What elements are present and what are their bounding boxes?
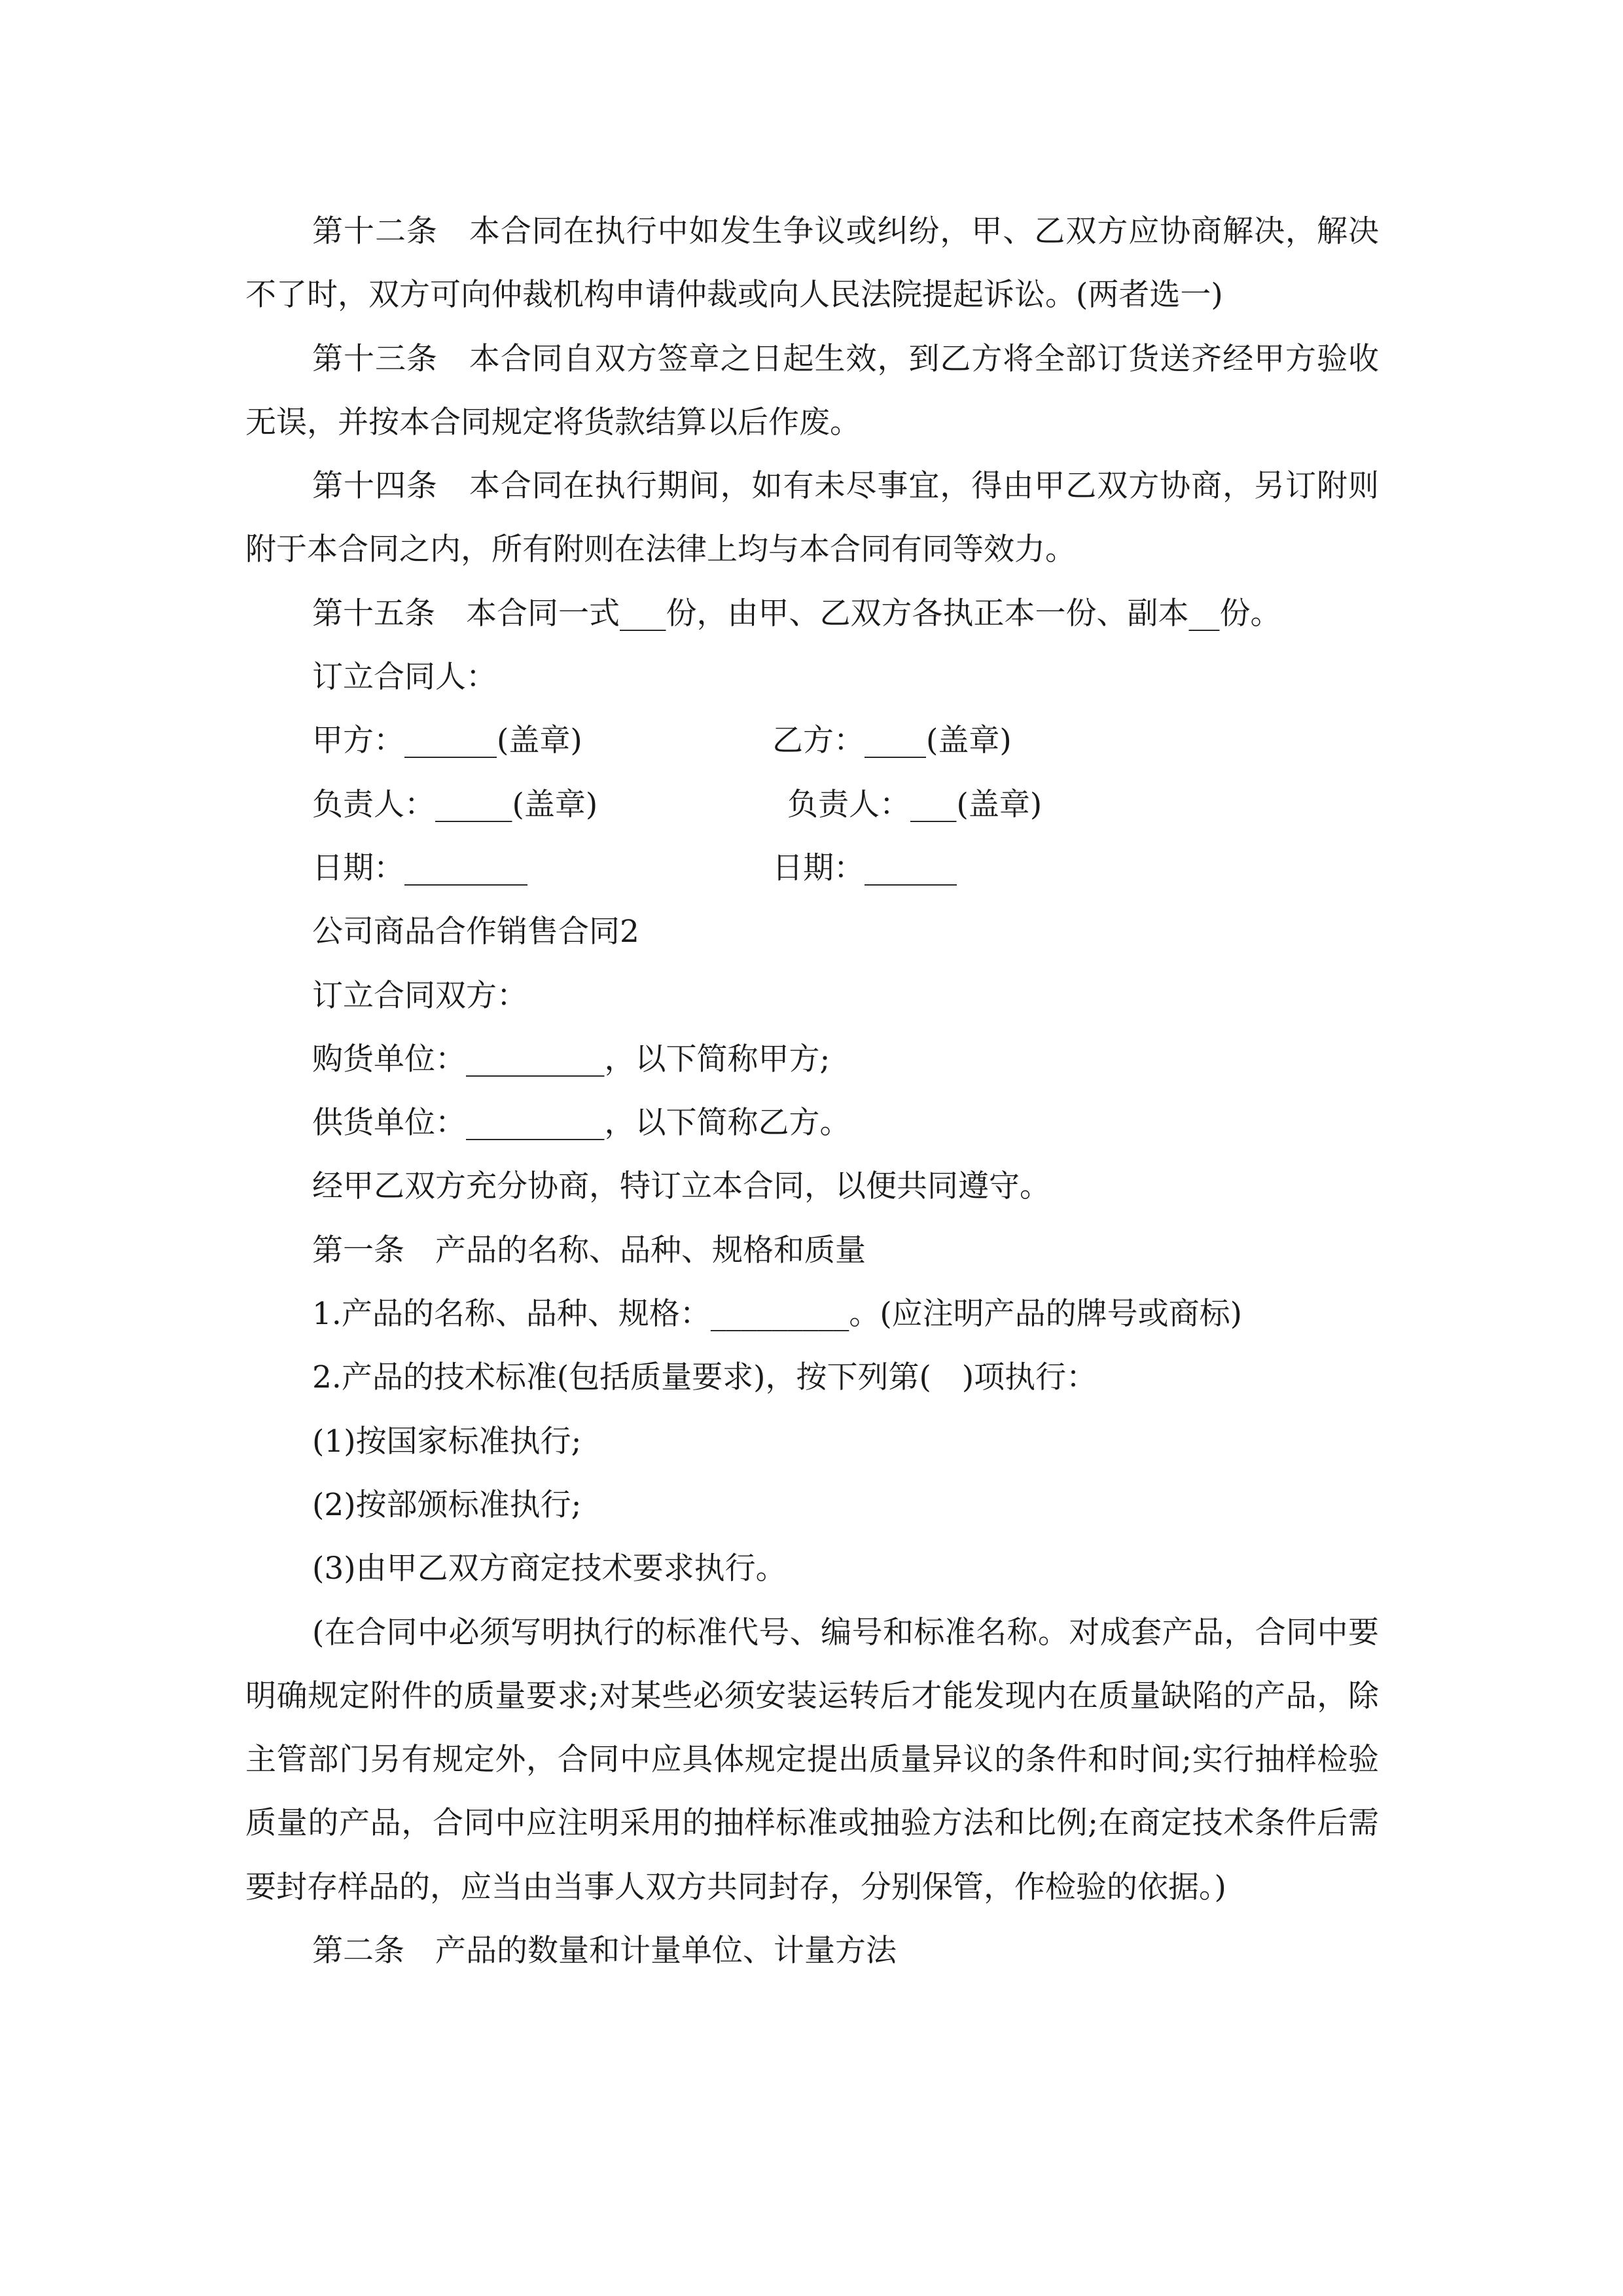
option-3: (3)由甲乙双方商定技术要求执行。 xyxy=(312,1551,787,1587)
signature-row-date xyxy=(245,836,1379,900)
party-a-seal: 甲方：______(盖章) xyxy=(312,723,582,759)
date-a: 日期：________ xyxy=(312,850,527,886)
contracting-parties: 订立合同双方： xyxy=(312,977,527,1014)
signature-row-party xyxy=(245,709,1379,772)
article-2-heading: 第二条 产品的数量和计量单位、计量方法 xyxy=(312,1933,897,1969)
supplier-unit: 供货单位：_________，以下简称乙方。 xyxy=(312,1105,851,1141)
item-1: 1.产品的名称、品种、规格：_________。(应注明产品的牌号或商标) xyxy=(312,1296,1243,1333)
party-b-seal: 乙方：____(盖章) xyxy=(772,723,1012,759)
option-2: (2)按部颁标准执行; xyxy=(312,1486,582,1523)
article-15: 第十五条 本合同一式___份，由甲、乙双方各执正本一份、副本__份。 xyxy=(312,595,1281,632)
article-1-heading: 第一条 产品的名称、品种、规格和质量 xyxy=(312,1232,866,1268)
signature-row-person xyxy=(245,773,1379,836)
signatories-heading: 订立合同人： xyxy=(312,659,497,696)
date-b: 日期：______ xyxy=(772,850,957,886)
quality-note: (在合同中必须写明执行的标准代号、编号和标准名称。对成套产品，合同中要明确规定附件的质量要求;对某些必须安装运转后才能发现内在质量缺陷的产品，除主管部门另有规定外，合同中应具体规定提出质量异议的条件和时间;实行抽样检验质量的产品，合同中应注明采用的抽样标准或抽验方法和比例;在商定技术条件后需要封存样品的，应当由当事人双方共同封存，分别保管，作检验的依据。) xyxy=(245,1614,1379,1905)
person-b-seal: 负责人：___(盖章) xyxy=(787,786,1043,823)
option-1: (1)按国家标准执行; xyxy=(312,1423,582,1460)
article-14: 第十四条 本合同在执行期间，如有未尽事宜，得由甲乙双方协商，另订附则附于本合同之内，所有附则在法律上均与本合同有同等效力。 xyxy=(245,468,1379,568)
agreement-statement: 经甲乙双方充分协商，特订立本合同，以便共同遵守。 xyxy=(312,1168,1050,1205)
article-13: 第十三条 本合同自双方签章之日起生效，到乙方将全部订货送齐经甲方验收无误，并按本合同规定将货款结算以后作废。 xyxy=(245,340,1379,440)
item-2: 2.产品的技术标准(包括质量要求)，按下列第( )项执行： xyxy=(312,1359,1097,1396)
buyer-unit: 购货单位：_________，以下简称甲方; xyxy=(312,1041,830,1077)
document-body xyxy=(245,200,1379,1982)
person-a-seal: 负责人：_____(盖章) xyxy=(312,786,598,823)
article-12: 第十二条 本合同在执行中如发生争议或纠纷，甲、乙双方应协商解决，解决不了时，双方可向仲裁机构申请仲裁或向人民法院提起诉讼。(两者选一) xyxy=(245,213,1379,314)
contract-2-title: 公司商品合作销售合同2 xyxy=(312,914,639,950)
